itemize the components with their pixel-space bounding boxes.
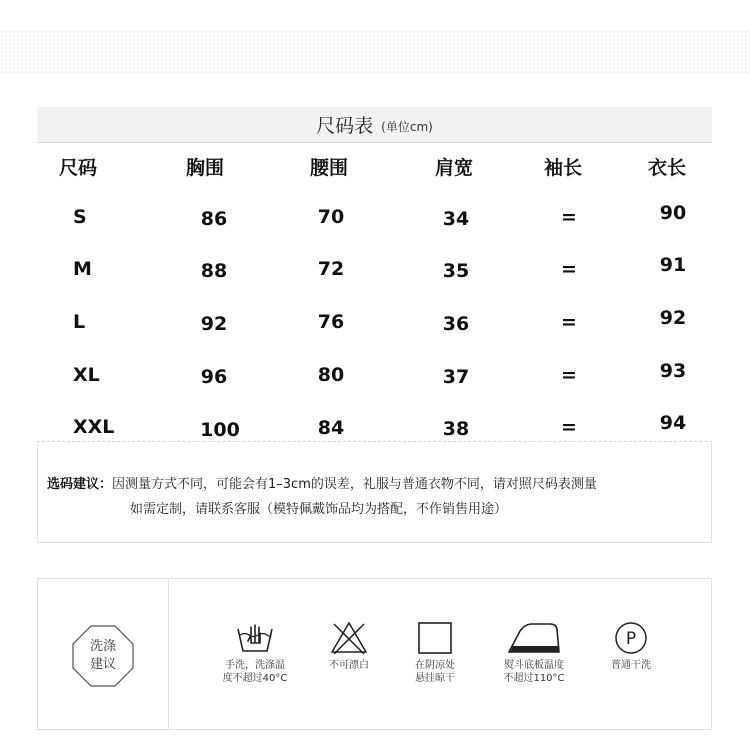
care-label-dry-clean: 普通干洗 — [611, 660, 651, 671]
row-length: 93 — [659, 360, 687, 382]
line-dry-shade-icon — [416, 621, 454, 655]
header-shoulder: 肩宽 — [434, 157, 474, 179]
size-chart-unit: (单位cm) — [381, 120, 433, 134]
row-waist: 80 — [317, 364, 345, 386]
svg-text:P: P — [625, 629, 637, 649]
row-size: XXL — [73, 416, 115, 438]
row-length: 90 — [659, 202, 687, 224]
row-sleeve: = — [561, 364, 577, 386]
table-header-row — [0, 153, 750, 183]
size-chart-title-bar — [37, 107, 712, 143]
row-size: S — [73, 206, 87, 228]
row-chest: 86 — [200, 208, 228, 230]
row-length: 91 — [659, 254, 687, 276]
row-size: M — [73, 258, 92, 280]
no-bleach-icon — [330, 621, 368, 655]
dry-clean-icon — [612, 621, 650, 655]
table-row — [0, 254, 750, 288]
iron-icon — [507, 621, 561, 655]
care-divider — [168, 579, 169, 729]
header-size: 尺码 — [59, 157, 98, 179]
row-sleeve: = — [561, 258, 577, 280]
care-label-iron-2: 不超过110°C — [503, 673, 565, 684]
row-sleeve: = — [561, 416, 577, 438]
advice-text-2: 如需定制，请联系客服（模特佩戴饰品均为搭配，不作销售用途） — [130, 502, 508, 517]
row-waist: 70 — [317, 206, 345, 228]
care-label-line-dry-1: 在阴凉处 — [415, 660, 455, 671]
header-chest: 胸围 — [185, 157, 225, 179]
care-badge-line-2: 建议 — [89, 657, 116, 672]
row-waist: 72 — [317, 258, 345, 280]
header-waist: 腰围 — [309, 157, 349, 179]
row-shoulder: 36 — [442, 313, 470, 335]
row-sleeve: = — [561, 206, 577, 228]
care-item-dry-clean — [586, 621, 676, 672]
row-waist: 84 — [317, 417, 345, 439]
row-length: 94 — [659, 412, 687, 434]
table-row — [0, 360, 750, 394]
care-label-iron-1: 熨斗底板温度 — [504, 660, 564, 671]
care-instructions-box — [37, 578, 712, 730]
care-label-hand-wash-1: 手洗，洗涤温 — [225, 660, 285, 671]
advice-line-1 — [47, 473, 597, 492]
header-length: 衣长 — [647, 157, 687, 179]
care-item-iron — [489, 621, 579, 685]
care-label-line-dry-2: 悬挂晾干 — [415, 673, 455, 684]
care-item-hand-wash — [210, 621, 300, 685]
row-size: XL — [73, 364, 100, 386]
row-length: 92 — [659, 307, 687, 329]
row-chest: 88 — [200, 260, 228, 282]
care-item-no-bleach — [304, 621, 394, 672]
row-shoulder: 37 — [442, 366, 470, 388]
advice-text-1: 因测量方式不同，可能会有1–3cm的误差，礼服与普通衣物不同，请对照尺码表测量 — [112, 477, 597, 492]
row-shoulder: 34 — [442, 208, 470, 230]
dotted-banner — [0, 30, 750, 74]
row-size: L — [73, 311, 86, 333]
hand-wash-icon — [236, 621, 274, 655]
care-item-line-dry — [390, 621, 480, 685]
row-chest: 92 — [200, 313, 228, 335]
row-sleeve: = — [561, 311, 577, 333]
table-row — [0, 307, 750, 341]
care-badge-line-1: 洗涤 — [89, 639, 116, 654]
size-advice-box — [37, 441, 712, 543]
advice-label: 选码建议： — [47, 477, 113, 492]
row-shoulder: 38 — [442, 418, 470, 440]
row-chest: 100 — [200, 419, 240, 441]
size-chart-title: 尺码表 — [316, 115, 374, 137]
care-label-hand-wash-2: 度不超过40°C — [222, 673, 288, 684]
row-shoulder: 35 — [442, 260, 470, 282]
care-label-no-bleach: 不可漂白 — [329, 660, 369, 671]
row-chest: 96 — [200, 366, 228, 388]
header-sleeve: 袖长 — [543, 157, 583, 179]
table-row — [0, 202, 750, 236]
care-badge — [71, 624, 135, 688]
row-waist: 76 — [317, 311, 345, 333]
